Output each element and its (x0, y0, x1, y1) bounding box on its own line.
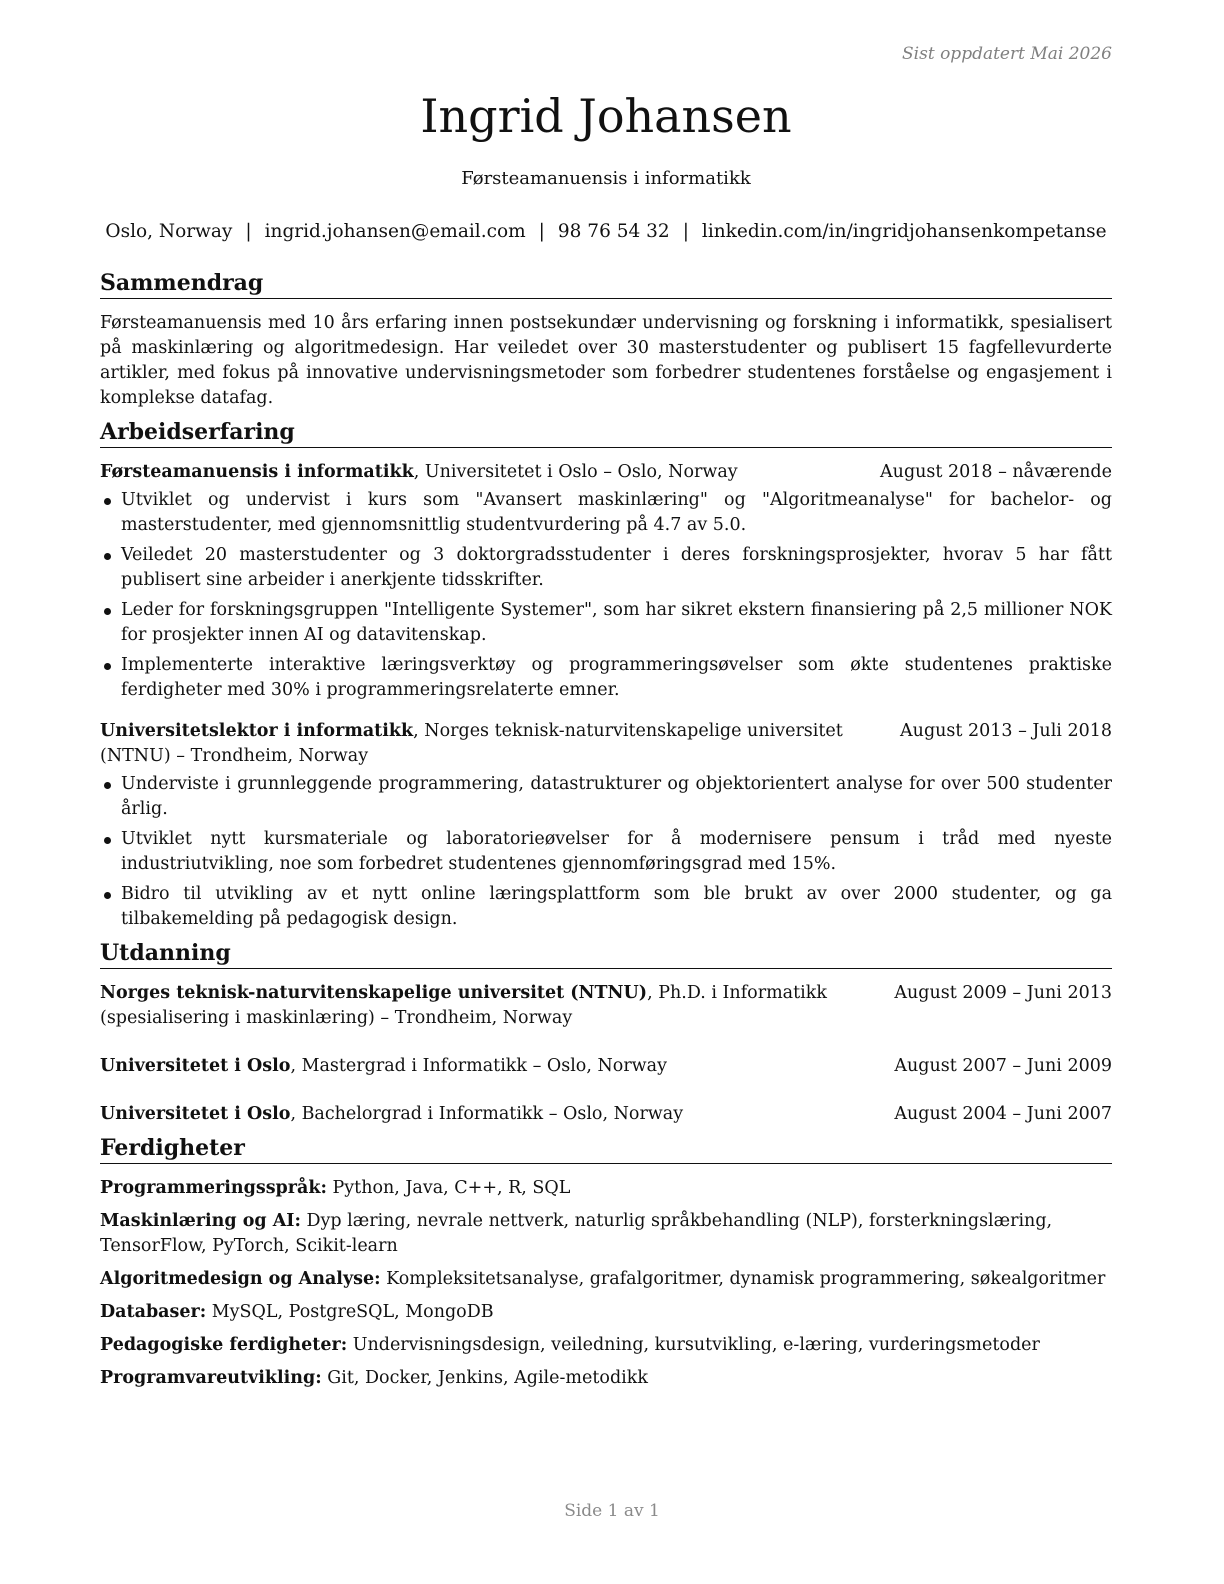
education-school: Norges teknisk-naturvitenskapelige universitet (NTNU) (100, 983, 648, 1003)
job-dates: August 2018 – nåværende (880, 462, 1112, 482)
skill-label: Databaser: (100, 1302, 207, 1322)
skills-heading: Ferdigheter (100, 1133, 1112, 1164)
skill-item (100, 1267, 1112, 1292)
job-bullets (100, 488, 1112, 703)
skills-section (100, 1133, 1112, 1391)
job-entry (100, 719, 1112, 932)
education-section (100, 938, 1112, 1127)
skill-value: Git, Docker, Jenkins, Agile-metodikk (321, 1368, 648, 1388)
contact-linkedin: linkedin.com/in/ingridjohansenkompetanse (701, 221, 1107, 242)
job-bullet: Veiledet 20 masterstudenter og 3 doktorgradsstudenter i deres forskningsprosjekter, hvorav 5 har fått publisert sine arbeider i anerkjente tidsskrifter. (100, 543, 1112, 593)
job-dates: August 2013 – Juli 2018 (900, 721, 1112, 741)
summary-section (100, 268, 1112, 411)
skill-label: Pedagogiske ferdigheter: (100, 1335, 348, 1355)
skill-label: Algoritmedesign og Analyse: (100, 1269, 381, 1289)
education-school: Universitetet i Oslo (100, 1104, 291, 1124)
contact-location: Oslo, Norway (105, 221, 233, 242)
skill-item (100, 1176, 1112, 1201)
job-org: , Norges teknisk-naturvitenskapelige universitet (NTNU) – Trondheim, Norway (100, 721, 843, 766)
resume-content (100, 268, 1112, 1399)
job-header (100, 719, 1112, 769)
page-number: Side 1 av 1 (564, 1501, 660, 1521)
contact-separator: | (245, 221, 252, 242)
job-org: , Universitetet i Oslo – Oslo, Norway (413, 462, 738, 482)
contact-line (40, 219, 1172, 245)
skill-value: Python, Java, C++, R, SQL (326, 1178, 571, 1198)
last-updated: Sist oppdatert Mai 2026 (902, 44, 1112, 64)
skill-item (100, 1333, 1112, 1358)
skill-label: Programmeringsspråk: (100, 1178, 327, 1198)
experience-heading: Arbeidserfaring (100, 417, 1112, 448)
contact-email: ingrid.johansen@email.com (264, 221, 526, 242)
skill-value: Kompleksitetsanalyse, grafalgoritmer, dynamisk programmering, søkealgoritmer (380, 1269, 1106, 1289)
summary-heading: Sammendrag (100, 268, 1112, 299)
education-entry (100, 1054, 1112, 1079)
education-detail: , Bachelorgrad i Informatikk – Oslo, Norway (290, 1104, 684, 1124)
skill-item (100, 1209, 1112, 1259)
summary-text: Førsteamanuensis med 10 års erfaring innen postsekundær undervisning og forskning i informatikk, spesialisert på maskinlæring og algoritmedesign. Har veiledet over 30 masterstudenter og publisert 15 fagfellevurderte artikler, med fokus på innovative undervisningsmetoder som forbedrer studentenes forståelse og engasjement i komplekse datafag. (100, 313, 1112, 408)
job-bullet: Leder for forskningsgruppen "Intelligente Systemer", som har sikret ekstern finansiering på 2,5 millioner NOK for prosjekter innen AI og datavitenskap. (100, 598, 1112, 648)
contact-separator: | (538, 221, 545, 242)
skill-label: Maskinlæring og AI: (100, 1211, 301, 1231)
job-bullets (100, 772, 1112, 932)
job-bullet: Utviklet nytt kursmateriale og laboratorieøvelser for å modernisere pensum i tråd med nyeste industriutvikling, noe som forbedret studentenes gjennomføringsgrad med 15%. (100, 827, 1112, 877)
job-bullet: Bidro til utvikling av et nytt online læringsplattform som ble brukt av over 2000 studenter, og ga tilbakemelding på pedagogisk design. (100, 882, 1112, 932)
education-school: Universitetet i Oslo (100, 1056, 291, 1076)
education-dates: August 2004 – Juni 2007 (894, 1104, 1112, 1124)
skill-item (100, 1366, 1112, 1391)
person-name: Ingrid Johansen (420, 89, 792, 143)
job-header (100, 460, 1112, 485)
job-title: Førsteamanuensis i informatikk (461, 168, 751, 189)
job-entry (100, 460, 1112, 703)
education-detail: , Ph.D. i Informatikk (spesialisering i maskinlæring) – Trondheim, Norway (100, 983, 827, 1028)
job-bullet: Implementerte interaktive læringsverktøy og programmeringsøvelser som økte studentenes praktiske ferdigheter med 30% i programmeringsrelaterte emner. (100, 653, 1112, 703)
job-bullet: Underviste i grunnleggende programmering, datastrukturer og objektorientert analyse for over 500 studenter årlig. (100, 772, 1112, 822)
education-entry (100, 981, 1112, 1031)
skill-value: MySQL, PostgreSQL, MongoDB (206, 1302, 494, 1322)
job-role: Universitetslektor i informatikk (100, 721, 414, 741)
resume-page (100, 0, 1112, 1584)
job-bullet: Utviklet og undervist i kurs som "Avansert maskinlæring" og "Algoritmeanalyse" for bachelor- og masterstudenter, med gjennomsnittlig studentvurdering på 4.7 av 5.0. (100, 488, 1112, 538)
experience-section (100, 417, 1112, 932)
education-detail: , Mastergrad i Informatikk – Oslo, Norway (290, 1056, 667, 1076)
skill-value: Dyp læring, nevrale nettverk, naturlig språkbehandling (NLP), forsterkningslæring, TensorFlow, PyTorch, Scikit-learn (100, 1211, 1053, 1256)
education-dates: August 2007 – Juni 2009 (894, 1056, 1112, 1076)
education-entry (100, 1102, 1112, 1127)
education-dates: August 2009 – Juni 2013 (894, 983, 1112, 1003)
contact-separator: | (682, 221, 689, 242)
job-role: Førsteamanuensis i informatikk (100, 462, 414, 482)
contact-phone: 98 76 54 32 (557, 221, 670, 242)
skill-item (100, 1300, 1112, 1325)
skill-label: Programvareutvikling: (100, 1368, 322, 1388)
education-heading: Utdanning (100, 938, 1112, 969)
skill-value: Undervisningsdesign, veiledning, kursutvikling, e-læring, vurderingsmetoder (347, 1335, 1040, 1355)
